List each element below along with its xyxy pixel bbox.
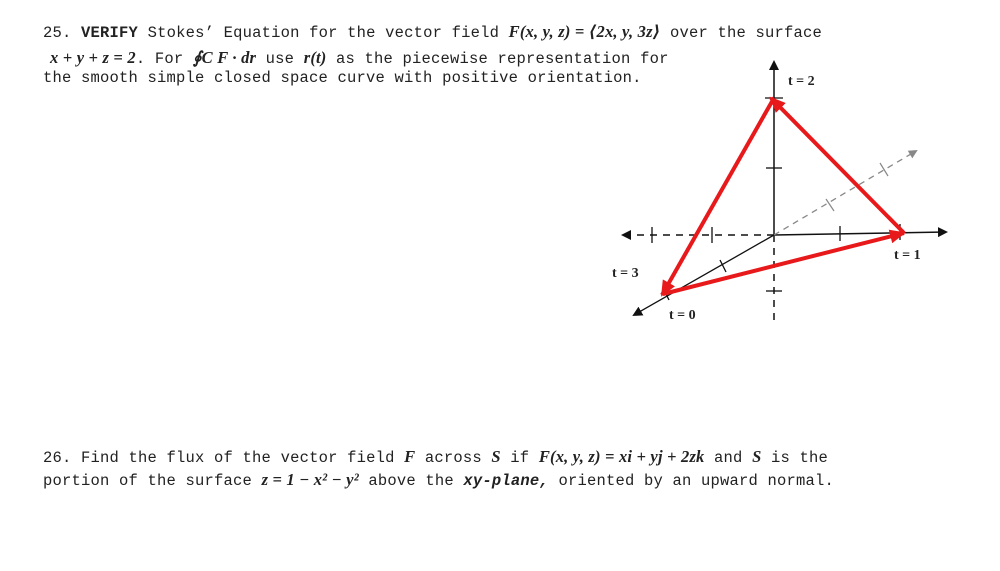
problem-text: Find the flux of the vector field [81, 449, 395, 467]
problem-text: portion of the surface [43, 472, 253, 490]
problem-text: the smooth simple closed space curve with positive orientation. [43, 69, 642, 87]
problem-text: For [154, 50, 184, 68]
problem-number: 26. [43, 449, 72, 467]
surface-S: S [491, 447, 501, 466]
label-t1: t = 1 [894, 248, 921, 263]
xy-plane: xy-plane, [463, 472, 549, 490]
verify-keyword: VERIFY [81, 24, 139, 42]
problem-text: use [265, 50, 295, 68]
problem-text: over the surface [669, 24, 822, 42]
curve-segment-t2-t3 [662, 98, 774, 295]
curve-segment-t0-t1 [663, 233, 904, 294]
problem-text: Stokes’ Equation for the vector field [147, 24, 500, 42]
problem-text: as the piecewise representation for [336, 50, 669, 68]
problem-text: and [714, 449, 743, 467]
paraboloid-equation: z = 1 − x² − y² [261, 470, 359, 489]
problem-26-line-1 [43, 447, 828, 467]
position-function: r(t) [303, 48, 327, 67]
vector-field-expression: F(x, y, z) = xi + yj + 2zk [538, 447, 705, 466]
label-t0: t = 0 [669, 308, 696, 323]
surface-equation: x + y + z = 2 [50, 48, 136, 67]
axis-ticks [652, 98, 900, 300]
problem-text: above the [368, 472, 454, 490]
surface-S: S [752, 447, 762, 466]
line-integral: ∮C F · dr [192, 48, 257, 67]
problem-25-line-2: x + y + z = 2. For ∮C F · dr use r(t) as the piecewise representation for [50, 48, 669, 68]
problem-26-line-2 [43, 470, 834, 490]
vector-field-expression: F(x, y, z) = ⟨2x, y, 3z⟩ [508, 22, 661, 41]
curve-segment-t1-t2 [771, 98, 904, 233]
vector-F: F [404, 447, 416, 466]
problem-text: oriented by an upward normal. [558, 472, 834, 490]
problem-text: is the [770, 449, 828, 467]
problem-text: across [424, 449, 482, 467]
label-t3: t = 3 [612, 266, 639, 281]
label-t2: t = 2 [788, 74, 815, 89]
x-axis [634, 235, 774, 315]
problem-text: if [510, 449, 530, 467]
problem-number: 25. [43, 24, 72, 42]
y-axis [774, 232, 946, 235]
closed-curve-c [662, 98, 904, 295]
